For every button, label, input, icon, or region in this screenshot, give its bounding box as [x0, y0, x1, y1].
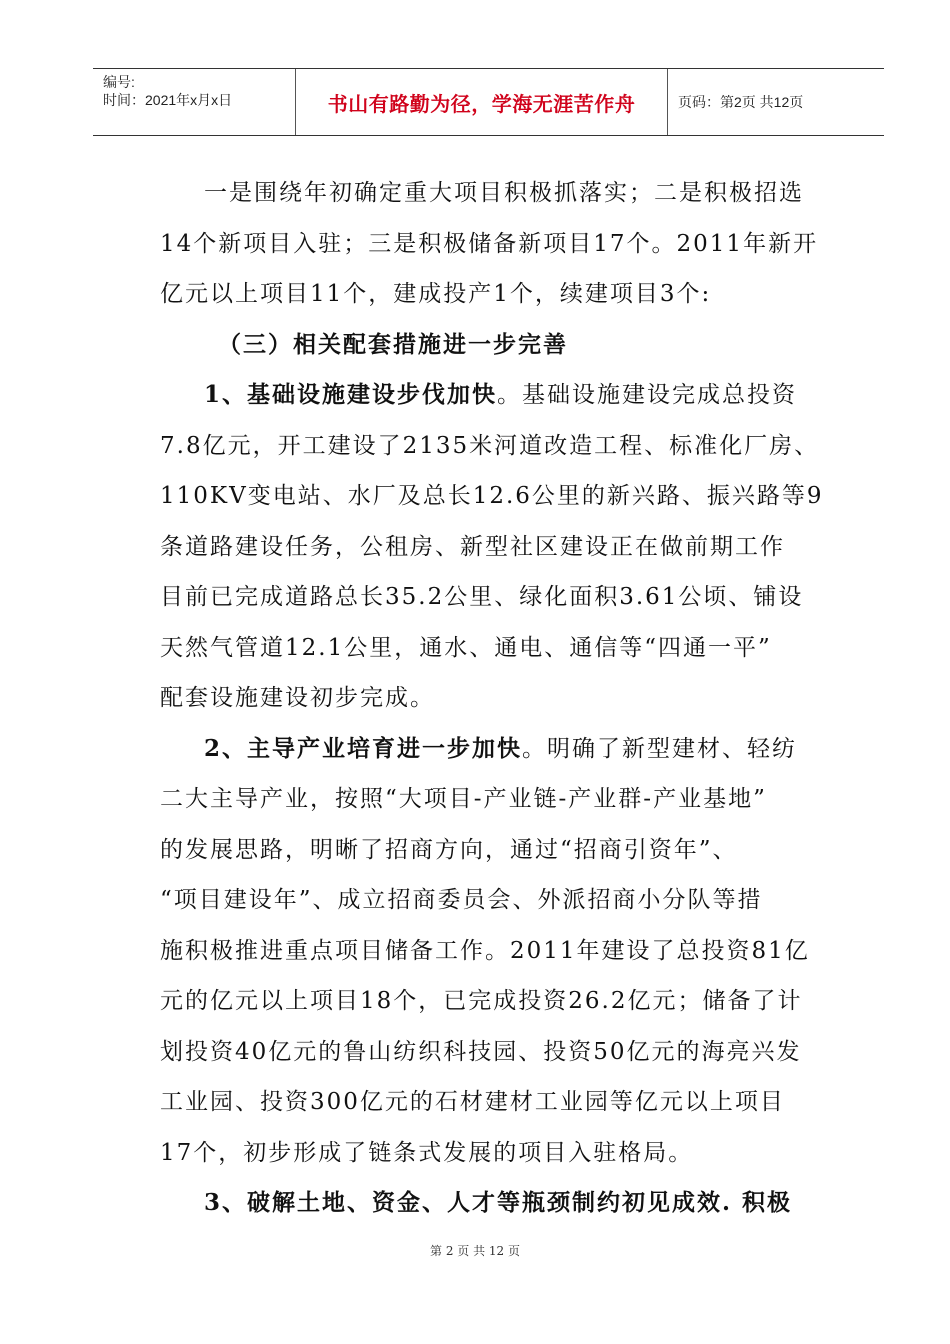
paragraph-text: 。基础设施建设完成总投资	[497, 382, 798, 408]
paragraph-line: 条道路建设任务，公租房、新型社区建设正在做前期工作	[160, 533, 785, 560]
page-footer: 第 2 页 共 12 页	[430, 1244, 520, 1258]
header-info-cell	[93, 69, 295, 135]
header-page-cell	[668, 69, 884, 135]
paragraph-line: 一是围绕年初确定重大项目积极抓落实；二是积极招选	[204, 180, 804, 206]
paragraph-line: 天然气管道12.1公里，通水、通电、通信等“四通一平”	[160, 634, 772, 661]
paragraph-line: 目前已完成道路总长35.2公里、绿化面积3.61公顷、铺设	[160, 584, 804, 610]
page-header	[93, 68, 884, 136]
paragraph-line: “项目建设年”、成立招商委员会、外派招商小分队等措	[160, 887, 763, 913]
paragraph-line: 二大主导产业，按照“大项目-产业链-产业群-产业基地”	[160, 786, 767, 812]
document-body	[160, 168, 824, 1229]
header-motto-cell	[295, 69, 668, 135]
paragraph-line: 配套设施建设初步完成。	[160, 685, 435, 711]
paragraph-line: 划投资40亿元的鲁山纺织科技园、投资50亿元的海亮兴发	[160, 1038, 802, 1065]
paragraph-text: 。明确了新型建材、轻纺	[522, 735, 798, 762]
item-heading: 1、基础设施建设步伐加快	[204, 381, 498, 408]
motto-text: 书山有路勤为径，学海无涯苦作舟	[327, 91, 636, 116]
time-label: 时间：2021年x月x日	[103, 92, 233, 108]
paragraph-text: . 积极	[722, 1189, 793, 1216]
paragraph-line: 7.8亿元，开工建设了2135米河道改造工程、标准化厂房、	[160, 432, 820, 459]
paragraph-line: 施积极推进重点项目储备工作。2011年建设了总投资81亿	[160, 937, 810, 964]
item-heading: 2、主导产业培育进一步加快	[204, 734, 523, 762]
paragraph-line: 14个新项目入驻；三是积极储备新项目17个。2011年新开	[160, 230, 819, 257]
paragraph-line	[160, 1178, 820, 1229]
paragraph-line: 的发展思路，明晰了招商方向，通过“招商引资年”、	[160, 836, 738, 863]
paragraph-line: 110KV变电站、水厂及总长12.6公里的新兴路、振兴路等9	[160, 483, 824, 509]
paragraph-line	[160, 370, 820, 421]
paragraph-line: 元的亿元以上项目18个，已完成投资26.2亿元；储备了计	[160, 988, 803, 1014]
page-label: 页码：第2页 共12页	[678, 94, 804, 110]
section-heading: （三）相关配套措施进一步完善	[218, 330, 568, 358]
paragraph-line	[160, 724, 820, 775]
number-label: 编号:	[103, 74, 135, 90]
paragraph-line: 17个，初步形成了链条式发展的项目入驻格局。	[160, 1139, 694, 1166]
item-heading: 3、破解土地、资金、人才等瓶颈制约初见成效	[204, 1189, 723, 1216]
paragraph-line: 工业园、投资300亿元的石材建材工业园等亿元以上项目	[160, 1089, 785, 1115]
paragraph-line: 亿元以上项目11个，建成投产1个，续建项目3个:	[160, 281, 712, 307]
